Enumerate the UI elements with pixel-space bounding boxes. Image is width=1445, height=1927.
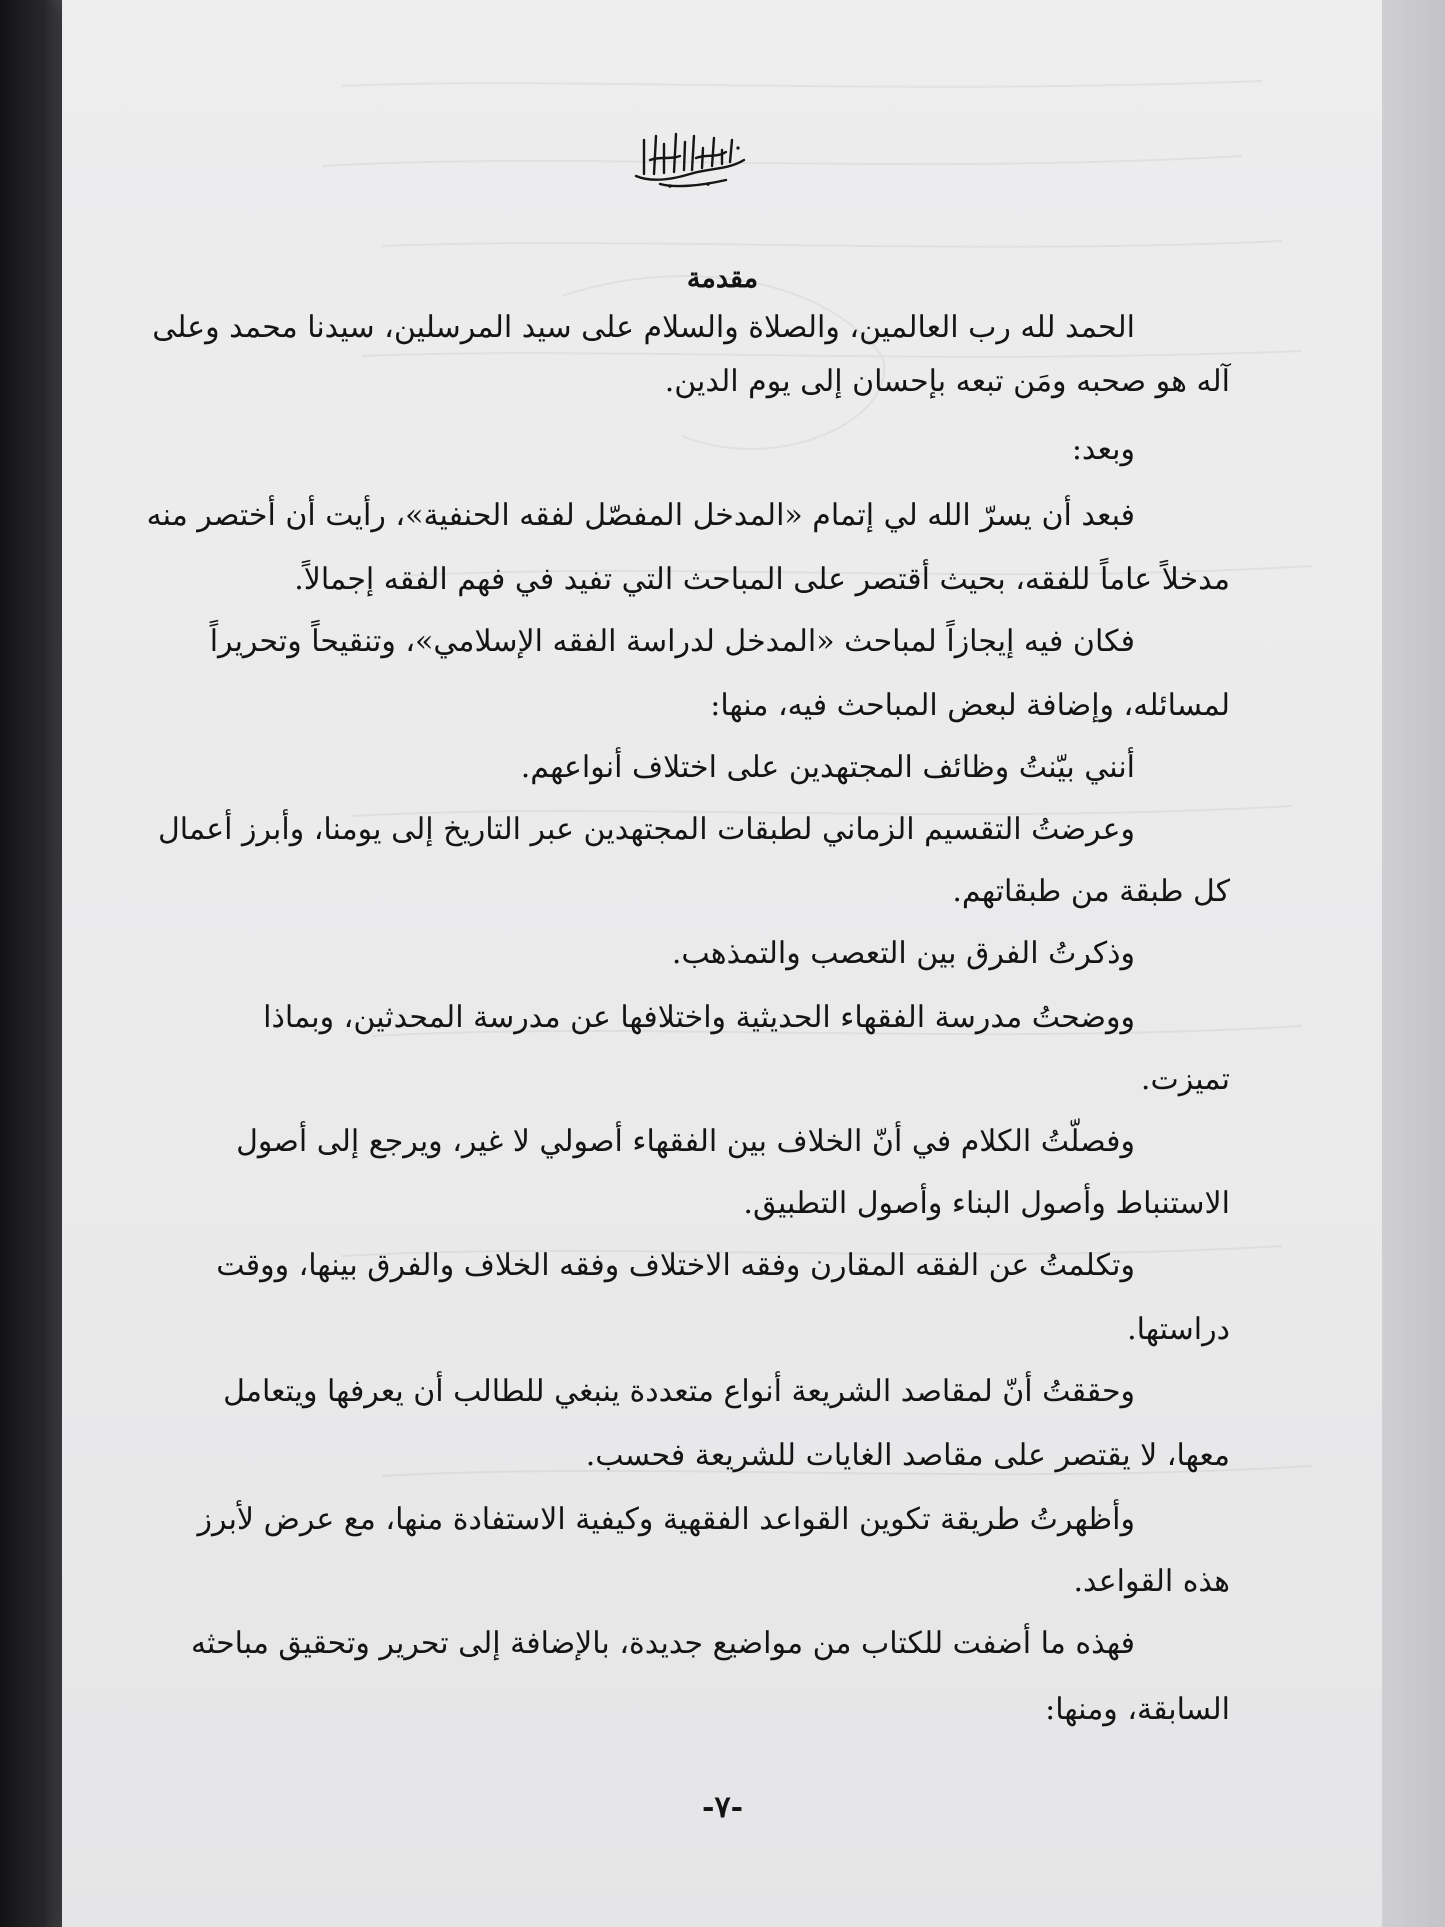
text-line: الحمد لله رب العالمين، والصلاة والسلام على سيد المرسلين، سيدنا محمد وعلى — [152, 310, 1135, 345]
text-line: دراستها. — [1127, 1312, 1230, 1347]
text-line: فكان فيه إيجازاً لمباحث «المدخل لدراسة الفقه الإسلامي»، وتنقيحاً وتحريراً — [209, 624, 1135, 659]
text-line: وتكلمتُ عن الفقه المقارن وفقه الاختلاف وفقه الخلاف والفرق بينها، ووقت — [216, 1248, 1135, 1283]
text-line: وفصلّتُ الكلام في أنّ الخلاف بين الفقهاء أصولي لا غير، ويرجع إلى أصول — [236, 1124, 1135, 1159]
text-line: لمسائله، وإضافة لبعض المباحث فيه، منها: — [710, 688, 1230, 723]
text-line: وأظهرتُ طريقة تكوين القواعد الفقهية وكيفية الاستفادة منها، مع عرض لأبرز — [197, 1502, 1135, 1537]
text-line: فبعد أن يسرّ الله لي إتمام «المدخل المفصّل لفقه الحنفية»، رأيت أن أختصر منه — [146, 498, 1135, 533]
text-line: كل طبقة من طبقاتهم. — [952, 874, 1230, 909]
text-line: أنني بيّنتُ وظائف المجتهدين على اختلاف أنواعهم. — [520, 750, 1135, 785]
text-line: فهذه ما أضفت للكتاب من مواضيع جديدة، بالإضافة إلى تحرير وتحقيق مباحثه — [190, 1626, 1135, 1661]
text-line: معها، لا يقتصر على مقاصد الغايات للشريعة فحسب. — [585, 1438, 1230, 1473]
basmala-calligraphy — [630, 130, 750, 190]
page-title: مقدمة — [686, 263, 759, 294]
basmala-calligraphy-icon — [630, 130, 750, 190]
text-line: ووضحتُ مدرسة الفقهاء الحديثية واختلافها عن مدرسة المحدثين، وبماذا — [263, 1000, 1135, 1035]
text-line: آله هو صحبه ومَن تبعه بإحسان إلى يوم الدين. — [664, 364, 1230, 399]
text-line: مدخلاً عاماً للفقه، بحيث أقتصر على المباحث التي تفيد في فهم الفقه إجمالاً. — [294, 562, 1230, 597]
text-line: السابقة، ومنها: — [1045, 1692, 1230, 1727]
text-line: وحققتُ أنّ لمقاصد الشريعة أنواع متعددة ينبغي للطالب أن يعرفها ويتعامل — [223, 1374, 1135, 1409]
text-line: وبعد: — [1071, 432, 1135, 467]
text-line: وعرضتُ التقسيم الزماني لطبقات المجتهدين عبر التاريخ إلى يومنا، وأبرز أعمال — [157, 812, 1135, 847]
text-line: وذكرتُ الفرق بين التعصب والتمذهب. — [671, 936, 1135, 971]
text-line: الاستنباط وأصول البناء وأصول التطبيق. — [743, 1186, 1230, 1221]
page-number: -٧- — [701, 1790, 744, 1825]
text-line: تميزت. — [1140, 1062, 1230, 1097]
text-line: هذه القواعد. — [1073, 1564, 1230, 1599]
bleed-through-texture — [262, 56, 1342, 1656]
